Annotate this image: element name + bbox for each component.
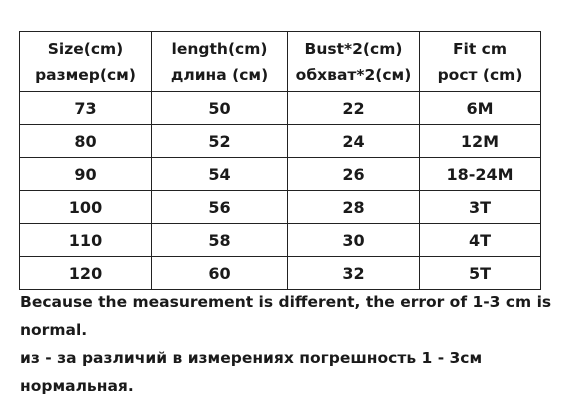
cell-size: 80	[20, 125, 152, 158]
cell-size: 120	[20, 257, 152, 290]
cell-length: 52	[152, 125, 288, 158]
header-fit	[420, 32, 541, 92]
size-chart-table	[19, 31, 541, 290]
header-row	[20, 32, 541, 92]
table-row	[20, 191, 541, 224]
measurement-note-english: Because the measurement is different, the error of 1-3 cm is normal.	[20, 293, 552, 339]
header-bust-en: Bust*2(cm)	[304, 39, 403, 58]
cell-fit: 3T	[420, 191, 541, 224]
cell-length: 58	[152, 224, 288, 257]
cell-length: 60	[152, 257, 288, 290]
cell-fit: 4T	[420, 224, 541, 257]
header-bust-ru: обхват*2(см)	[295, 65, 412, 84]
header-length-en: length(cm)	[171, 39, 268, 58]
cell-bust: 28	[288, 191, 420, 224]
cell-bust: 32	[288, 257, 420, 290]
table-row	[20, 158, 541, 191]
cell-fit: 6M	[420, 92, 541, 125]
cell-fit: 18-24M	[420, 158, 541, 191]
cell-bust: 24	[288, 125, 420, 158]
header-fit-en: Fit cm	[452, 39, 508, 58]
cell-bust: 26	[288, 158, 420, 191]
cell-size: 110	[20, 224, 152, 257]
cell-length: 50	[152, 92, 288, 125]
cell-length: 56	[152, 191, 288, 224]
cell-fit: 12M	[420, 125, 541, 158]
header-size	[20, 32, 152, 92]
cell-size: 90	[20, 158, 152, 191]
header-size-en: Size(cm)	[47, 39, 124, 58]
header-length-ru: длина (см)	[170, 65, 269, 84]
cell-bust: 22	[288, 92, 420, 125]
table-row	[20, 92, 541, 125]
table-row	[20, 257, 541, 290]
measurement-note-russian: из - за различий в измерениях погрешность 1 - 3см нормальная.	[20, 349, 483, 395]
cell-length: 54	[152, 158, 288, 191]
header-size-ru: размер(см)	[35, 65, 136, 84]
table-row	[20, 224, 541, 257]
table-row	[20, 125, 541, 158]
table-header	[20, 32, 541, 92]
header-fit-ru: рост (cm)	[437, 65, 523, 84]
cell-bust: 30	[288, 224, 420, 257]
cell-size: 73	[20, 92, 152, 125]
cell-fit: 5T	[420, 257, 541, 290]
header-length	[152, 32, 288, 92]
header-bust	[288, 32, 420, 92]
cell-size: 100	[20, 191, 152, 224]
table-body	[20, 92, 541, 290]
